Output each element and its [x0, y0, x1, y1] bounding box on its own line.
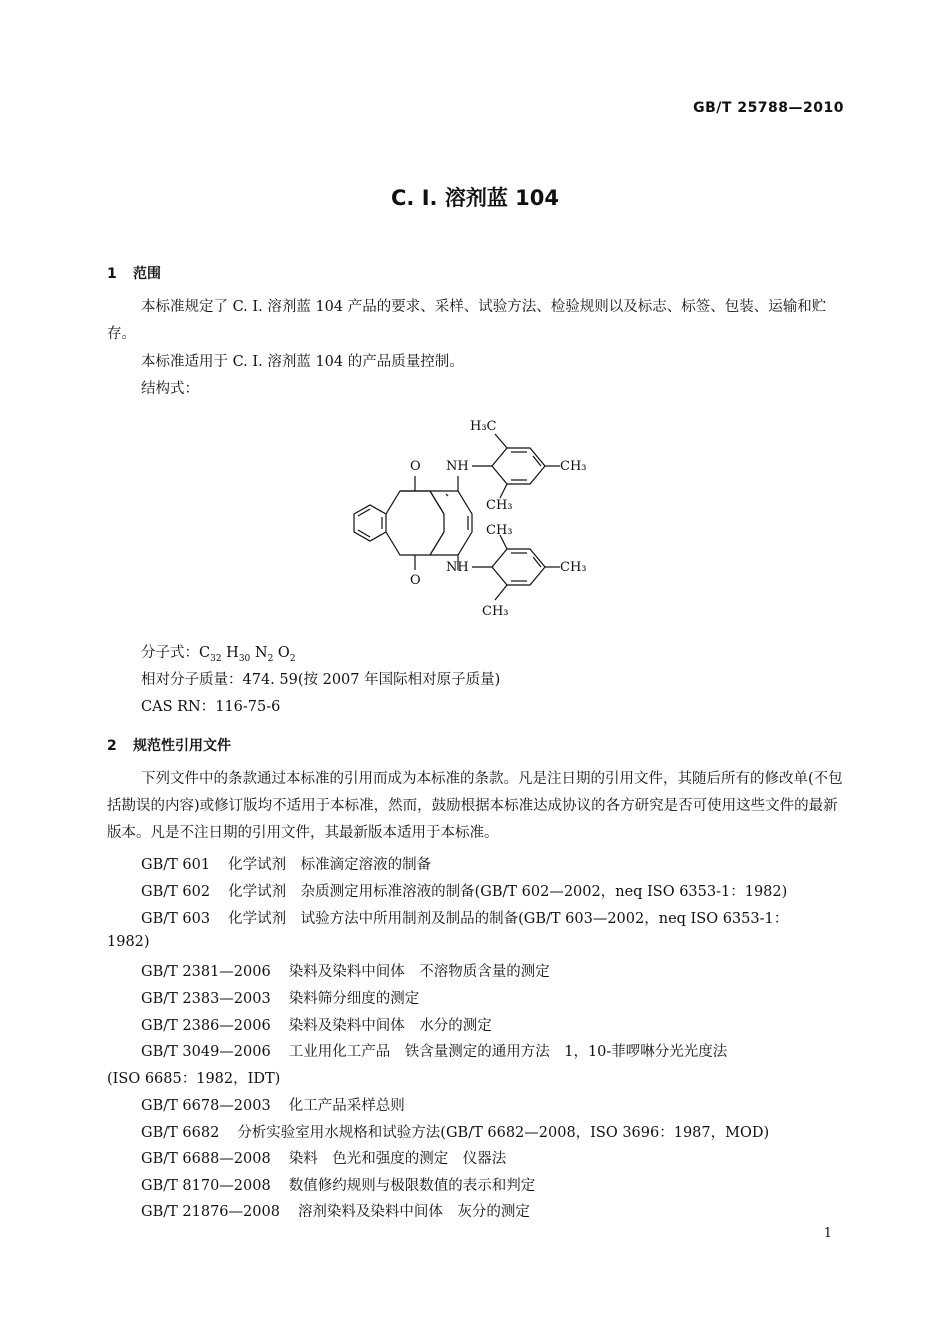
- reference-item: [141, 880, 787, 901]
- molecular-mass: 相对分子质量：474. 59(按 2007 年国际相对原子质量): [141, 672, 501, 688]
- reference-item: [141, 1200, 530, 1221]
- section-1-heading: [107, 263, 161, 283]
- section-1-title: 范围: [133, 266, 161, 282]
- section-2-number: 2: [107, 738, 117, 754]
- reference-item: [141, 987, 419, 1008]
- references-intro: 下列文件中的条款通过本标准的引用而成为本标准的条款。凡是注日期的引用文件，其随后所有的修改单(不包括勘误的内容)或修订版均不适用于本标准，然而，鼓励根据本标准达成协议的各方研究是否可使用这些文件的最新版本。凡是不注日期的引用文件，其最新版本适用于本标准。: [107, 771, 843, 841]
- reference-code: GB/T 8170—2008: [141, 1178, 271, 1194]
- reference-title: 化学试剂 杂质测定用标准溶液的制备(GB/T 602—2002，neq ISO 6353-1：1982): [228, 884, 788, 900]
- reference-title: 染料 色光和强度的测定 仪器法: [288, 1151, 507, 1167]
- formula-o: O: [277, 645, 290, 661]
- reference-code: GB/T 6688—2008: [141, 1151, 271, 1167]
- page-title: C. I. 溶剂蓝 104: [391, 186, 559, 210]
- reference-code: GB/T 6678—2003: [141, 1098, 271, 1114]
- formula-h: H: [226, 645, 239, 661]
- reference-continuation: 1982): [107, 934, 150, 950]
- reference-title: 化学试剂 标准滴定溶液的制备: [228, 857, 432, 873]
- reference-item: [141, 1094, 405, 1115]
- reference-title: 分析实验室用水规格和试验方法(GB/T 6682—2008，ISO 3696：1987，MOD): [237, 1125, 770, 1141]
- reference-item: [141, 1174, 535, 1195]
- reference-code: GB/T 3049—2006: [141, 1044, 271, 1060]
- reference-code: GB/T 2386—2006: [141, 1018, 271, 1034]
- label-nh-bottom: NH: [446, 560, 469, 575]
- reference-code: GB/T 2383—2003: [141, 991, 271, 1007]
- reference-title: 化工产品采样总则: [288, 1098, 405, 1114]
- page-number: 1: [823, 1226, 832, 1241]
- scope-paragraph-2: 本标准适用于 C. I. 溶剂蓝 104 的产品质量控制。: [141, 354, 464, 370]
- formula-h-count: 30: [238, 653, 251, 664]
- cas-number: CAS RN：116-75-6: [141, 699, 281, 715]
- standard-code: GB/T 25788—2010: [693, 100, 844, 116]
- reference-title: 溶剂染料及染料中间体 灰分的测定: [297, 1204, 530, 1220]
- section-2-title: 规范性引用文件: [133, 738, 231, 754]
- structure-label: 结构式：: [141, 381, 199, 397]
- reference-code: GB/T 603: [141, 911, 211, 927]
- formula-n: N: [254, 645, 268, 661]
- reference-code: GB/T 21876—2008: [141, 1204, 280, 1220]
- label-ch3-mid-upper: CH₃: [486, 498, 513, 513]
- label-ch3-mid-lower: CH₃: [486, 523, 513, 538]
- molecular-formula: [141, 641, 296, 664]
- scope-paragraph-1: 本标准规定了 C. I. 溶剂蓝 104 产品的要求、采样、试验方法、检验规则以及标志、标签、包装、运输和贮存。: [107, 299, 827, 342]
- reference-item: [141, 1147, 506, 1168]
- reference-code: GB/T 6682: [141, 1125, 220, 1141]
- reference-item: [141, 907, 788, 928]
- section-2-heading: [107, 735, 231, 755]
- formula-c: C: [199, 645, 211, 661]
- reference-title: 化学试剂 试验方法中所用制剂及制品的制备(GB/T 603—2002，neq ISO 6353-1：: [228, 911, 789, 927]
- label-ch3-bottom-right: CH₃: [560, 560, 587, 575]
- reference-title: 数值修约规则与极限数值的表示和判定: [288, 1178, 536, 1194]
- reference-item: [141, 1040, 727, 1061]
- reference-title: 染料及染料中间体 水分的测定: [288, 1018, 492, 1034]
- reference-code: GB/T 2381—2006: [141, 964, 271, 980]
- reference-item: [141, 960, 550, 981]
- reference-item: [141, 1014, 492, 1035]
- reference-continuation: (ISO 6685：1982，IDT): [107, 1071, 281, 1087]
- formula-label: 分子式：: [141, 645, 199, 661]
- reference-item: [141, 853, 431, 874]
- section-1-number: 1: [107, 266, 117, 282]
- reference-title: 工业用化工产品 铁含量测定的通用方法 1，10-菲啰啉分光光度法: [288, 1044, 728, 1060]
- label-o-bottom: O: [410, 573, 421, 588]
- reference-title: 染料筛分细度的测定: [288, 991, 420, 1007]
- formula-n-count: 2: [267, 653, 274, 664]
- label-o-top: O: [410, 459, 421, 474]
- label-ch3-top-right: CH₃: [560, 459, 587, 474]
- reference-code: GB/T 601: [141, 857, 211, 873]
- label-nh-top: NH: [446, 459, 469, 474]
- reference-item: [141, 1121, 769, 1142]
- label-h3c-top: H₃C: [470, 419, 497, 434]
- label-ch3-bottom: CH₃: [482, 604, 509, 619]
- formula-c-count: 32: [210, 653, 222, 664]
- formula-o-count: 2: [289, 653, 296, 664]
- reference-title: 染料及染料中间体 不溶物质含量的测定: [288, 964, 550, 980]
- structural-formula: [0, 412, 950, 632]
- reference-code: GB/T 602: [141, 884, 211, 900]
